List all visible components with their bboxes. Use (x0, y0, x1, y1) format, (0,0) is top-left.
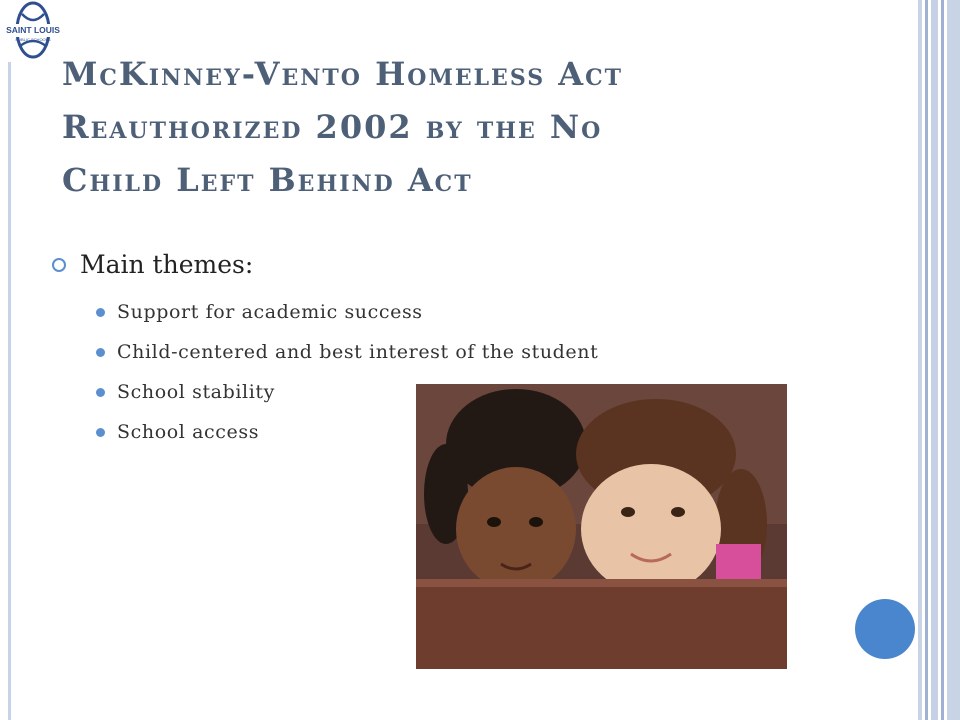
logo-text-line1: SAINT LOUIS (6, 25, 60, 35)
main-bullet-text: Main themes: (80, 250, 254, 279)
decorative-stripe (925, 0, 928, 720)
dot-bullet-icon (96, 348, 105, 357)
photo-two-children (416, 384, 787, 669)
ring-bullet-icon (52, 258, 66, 272)
sub-bullet-text: Support for academic success (117, 301, 423, 323)
title-line-1: McKinney-Vento Homeless Act (62, 55, 623, 93)
dot-bullet-icon (96, 428, 105, 437)
sub-bullet-text: Child-centered and best interest of the student (117, 341, 599, 363)
sub-bullet-text: School access (117, 421, 260, 443)
decorative-stripe (941, 0, 944, 720)
left-divider-line (8, 62, 11, 720)
dot-bullet-icon (96, 388, 105, 397)
decorative-stripe (931, 0, 938, 720)
decorative-stripe (918, 0, 922, 720)
decorative-circle (855, 599, 915, 659)
sub-bullet-item (96, 332, 598, 372)
title-line-2: Reauthorized 2002 by the No (62, 108, 603, 146)
sub-bullet-item (96, 292, 598, 332)
dot-bullet-icon (96, 308, 105, 317)
decorative-stripe (947, 0, 960, 720)
title-line-3: Child Left Behind Act (62, 161, 473, 199)
saint-louis-public-schools-logo (0, 0, 66, 66)
main-bullet (52, 250, 253, 279)
logo-text-line2: PUBLIC SCHOOLS (15, 37, 51, 42)
sub-bullet-text: School stability (117, 381, 275, 403)
slide-title (62, 48, 902, 207)
